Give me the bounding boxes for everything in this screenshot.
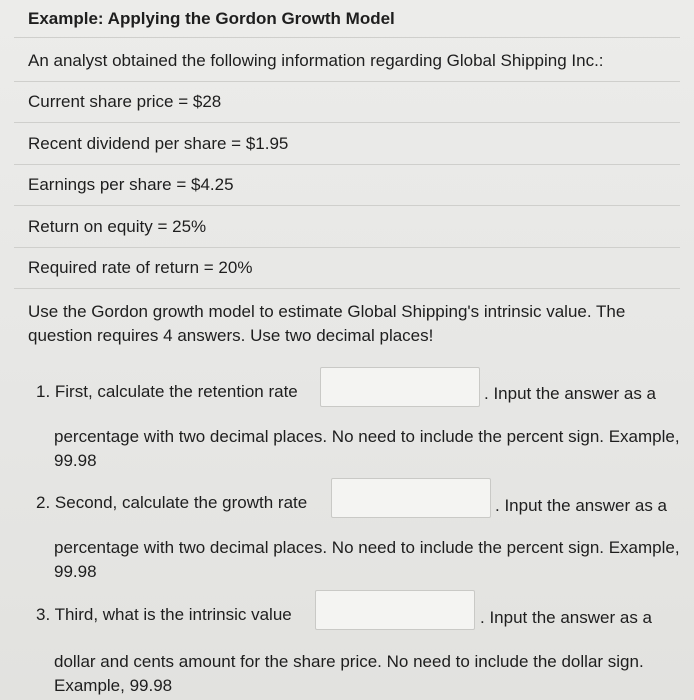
instructions-text: Use the Gordon growth model to estimate Global Shipping's intrinsic value. The question requires 4 answers. Use two decimal places! — [28, 302, 626, 345]
divider — [14, 122, 680, 123]
intro-text: An analyst obtained the following information regarding Global Shipping Inc.: — [28, 51, 604, 70]
page-title: Example: Applying the Gordon Growth Model — [28, 9, 395, 28]
divider — [14, 205, 680, 206]
fact-roe: Return on equity = 25% — [28, 217, 207, 236]
question-1-suffix: . Input the answer as a — [484, 384, 656, 403]
fact-share-price: Current share price = $28 — [28, 92, 222, 111]
divider — [14, 81, 680, 82]
fact-dividend: Recent dividend per share = $1.95 — [28, 134, 289, 153]
divider — [14, 288, 680, 289]
divider — [14, 247, 680, 248]
fact-eps: Earnings per share = $4.25 — [28, 175, 234, 194]
question-1-continuation: percentage with two decimal places. No need to include the percent sign. Example, 99.98 — [54, 427, 680, 470]
question-2-suffix: . Input the answer as a — [495, 496, 667, 515]
question-3-continuation: dollar and cents amount for the share price. No need to include the dollar sign. Example, 99.98 — [54, 652, 644, 695]
question-1-prompt: 1. First, calculate the retention rate — [36, 382, 298, 401]
fact-required-return: Required rate of return = 20% — [28, 258, 253, 277]
question-3-suffix: . Input the answer as a — [480, 608, 652, 627]
growth-rate-input[interactable] — [331, 478, 491, 518]
divider — [14, 37, 680, 38]
question-3-prompt: 3. Third, what is the intrinsic value — [36, 605, 292, 624]
divider — [14, 164, 680, 165]
question-2-prompt: 2. Second, calculate the growth rate — [36, 493, 308, 512]
intrinsic-value-input[interactable] — [315, 590, 475, 630]
question-2-continuation: percentage with two decimal places. No need to include the percent sign. Example, 99.98 — [54, 538, 680, 581]
retention-rate-input[interactable] — [320, 367, 480, 407]
